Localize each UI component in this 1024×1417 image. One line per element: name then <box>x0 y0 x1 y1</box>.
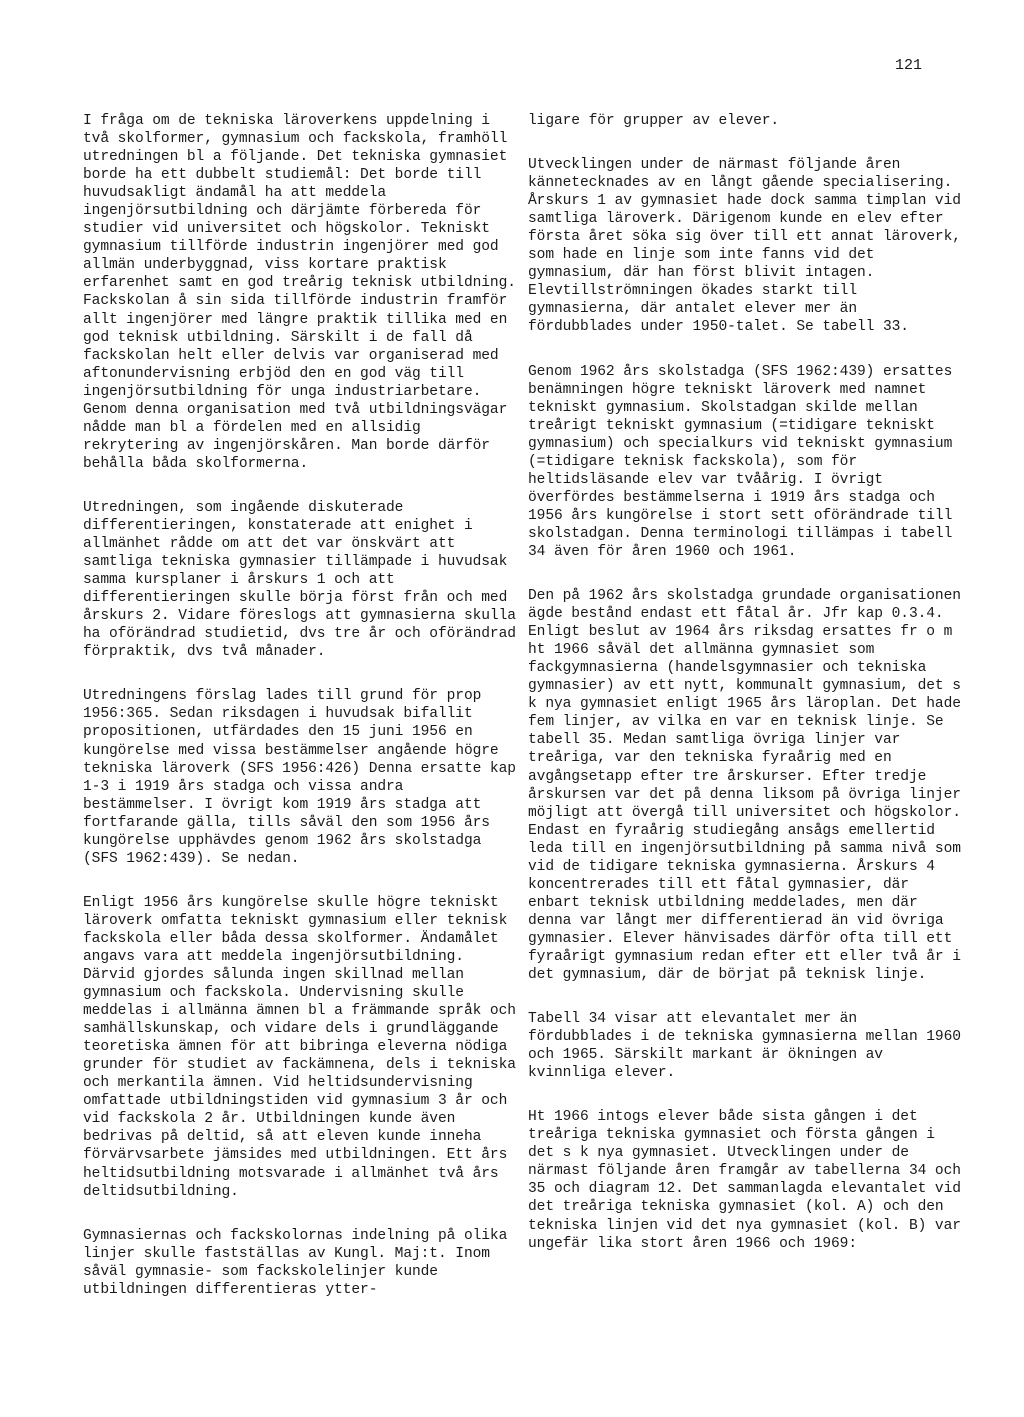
paragraph: Tabell 34 visar att elevantalet mer än fördubblades i de tekniska gymnasierna mellan 1960 och 1965. Särskilt markant är ökningen av kvinnliga elever. <box>528 1011 961 1082</box>
paragraph: Genom 1962 års skolstadga (SFS 1962:439) ersattes benämningen högre tekniskt läroverk med namnet tekniskt gymnasium. Skolstadgan skilde mellan treårigt tekniskt gymnasium (=tidigare tekniskt gymnasium) och specialkurs vid tekniskt gymnasium (=tidigare teknisk fackskola), som för heltidsläsande elev var tvåårig. I övrigt överfördes bestämmelserna i 1919 års stadga och 1956 års kungörelse i stort sett oförändrade till skolstadgan. Denna terminologi tillämpas i tabell 34 även för åren 1960 och 1961. <box>528 363 953 560</box>
right-column <box>528 112 968 1279</box>
paragraph: Gymnasiernas och fackskolornas indelning på olika linjer skulle fastställas av Kungl. Maj:t. Inom såväl gymnasie- som fackskolelinjer kunde utbildningen differentieras ytter- <box>83 1227 508 1298</box>
paragraph: Den på 1962 års skolstadga grundade organisationen ägde bestånd endast ett fåtal år. Jfr kap 0.3.4. Enligt beslut av 1964 års riksdag ersattes fr o m ht 1966 såväl det allmänna gymnasiet som fackgymnasierna (handelsgymnasier och tekniska gymnasier) av ett nytt, kommunalt gymnasium, det s k nya gymnasiet enligt 1965 års läroplan. Det hade fem linjer, av vilka en var en teknisk linje. Se tabell 35. Medan samtliga övriga linjer var treåriga, var den tekniska fyraårig med en avgångsetapp efter tre årskurser. Efter tredje årskursen var det på denna liksom på övriga linjer möjligt att övergå till universitet och högskolor. Endast en fyraårig studiegång ansågs emellertid leda till en ingenjörsutbildning på samma nivå som vid de tidigare tekniska gymnasierna. Årskurs 4 koncentrerades till ett fåtal gymnasier, där enbart teknisk utbildning meddelades, men där denna var långt mer differentierad än vid övriga gymnasier. Elever hänvisades därför ofta till ett fyraårigt gymnasium redan efter ett eller två år i det gymnasium, där de börjat på teknisk linje. <box>528 588 961 984</box>
paragraph: Utredningen, som ingående diskuterade differentieringen, konstaterade att enighet i allmänhet rådde om att det var önskvärt att samtliga tekniska gymnasier tillämpade i huvudsak samma kursplaner i årskurs 1 och att differentieringen skulle börja först från och med årskurs 2. Vidare föreslogs att gymnasierna skulla ha oförändrad studietid, dvs tre år och oförändrad förpraktik, dvs två månader. <box>83 499 516 661</box>
paragraph: ligare för grupper av elever. <box>528 113 780 129</box>
paragraph: Utredningens förslag lades till grund för prop 1956:365. Sedan riksdagen i huvudsak bifallit propositionen, utfärdades den 15 juni 1956 en kungörelse med vissa bestämmelser angående högre tekniska läroverk (SFS 1956:426) Denna ersatte kap 1-3 i 1919 års stadga och vissa andra bestämmelser. I övrigt kom 1919 års stadga att fortfarande gälla, tills såväl den som 1956 års kungörelse upphävdes genom 1962 års skolstadga (SFS 1962:439). Se nedan. <box>83 688 516 867</box>
paragraph: Ht 1966 intogs elever både sista gången i det treåriga tekniska gymnasiet och första gången i det s k nya gymnasiet. Utvecklingen under de närmast följande åren framgår av tabellerna 34 och 35 och diagram 12. Det sammanlagda elevantalet vid det treåriga tekniska gymnasiet (kol. A) och den tekniska linjen vid det nya gymnasiet (kol. B) var ungefär lika stort åren 1966 och 1969: <box>528 1109 961 1252</box>
paragraph: Utvecklingen under de närmast följande åren kännetecknades av en långt gående specialisering. Årskurs 1 av gymnasiet hade dock samma timplan vid samtliga läroverk. Därigenom kunde en elev efter första året söka sig över till ett annat läroverk, som hade en linje som inte fanns vid det gymnasium, där han först blivit intagen. Elevtillströmningen ökades starkt till gymnasierna, där antalet elever mer än fördubblades under 1950-talet. Se tabell 33. <box>528 157 961 336</box>
paragraph: Enligt 1956 års kungörelse skulle högre tekniskt läroverk omfatta tekniskt gymnasium eller teknisk fackskola eller båda dessa skolformer. Ändamålet angavs vara att meddela ingenjörsutbildning. Därvid gjordes sålunda ingen skillnad mellan gymnasium och fackskola. Undervisning skulle meddelas i allmänna ämnen bl a främmande språk och samhällskunskap, och vidare dels i grundläggande teoretiska ämnen för att bibringa eleverna nödiga grunder för studiet av fackämnena, dels i tekniska och merkantila ämnen. Vid heltidsundervisning omfattade utbildningstiden vid gymnasium 3 år och vid fackskola 2 år. Utbildningen kunde även bedrivas på deltid, så att eleven kunde inneha förvärvsarbete jämsides med utbildningen. Ett års heltidsutbildning motsvarade i allmänhet två års deltidsutbildning. <box>83 894 516 1200</box>
left-column <box>83 112 523 1325</box>
page-number: 121 <box>895 57 923 74</box>
paragraph: I fråga om de tekniska läroverkens uppdelning i två skolformer, gymnasium och fackskola, framhöll utredningen bl a följande. Det tekniska gymnasiet borde ha ett dubbelt studiemål: Det borde till huvudsakligt ändamål ha att meddela ingenjörsutbildning och därjämte förbereda för studier vid universitet och högskolor. Tekniskt gymnasium tillförde industrin ingenjörer med god allmän underbyggnad, viss kortare praktisk erfarenhet samt en god treårig teknisk utbildning. Fackskolan å sin sida tillförde industrin framför allt ingenjörer med längre praktik tillika med en god teknisk utbildning. Särskilt i de fall då fackskolan helt eller delvis var organiserad med aftonundervisning erbjöd den en god väg till ingenjörsutbildning för unga industriarbetare. Genom denna organisation med två utbildningsvägar nådde man bl a fördelen med en allsidig rekrytering av ingenjörskåren. Man borde därför behålla båda skolformerna. <box>83 113 516 472</box>
